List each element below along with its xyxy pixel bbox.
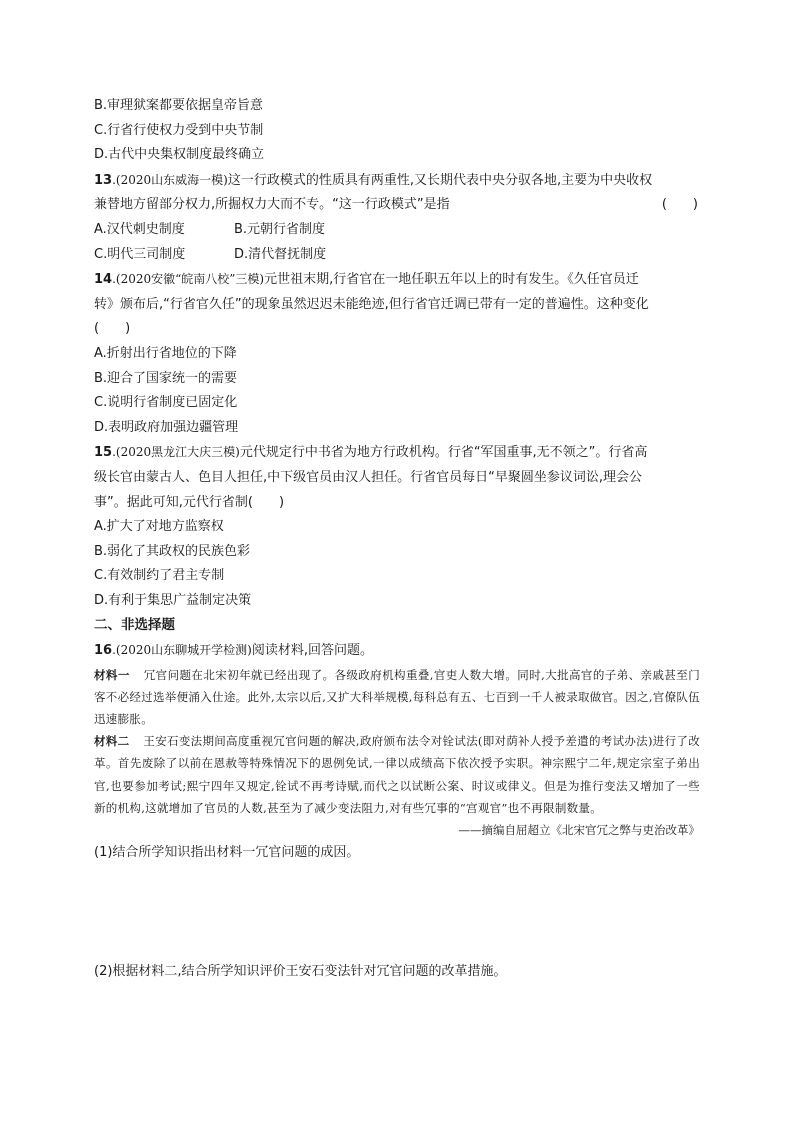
material-2-text: 王安石变法期间高度重视冗官问题的解决,政府颁布法令对铨试法(即对荫补人授予差遣的考试办法)进行了改革。首先废除了以前在恩赦等特殊情况下的恩例免试,一律以成绩高下依次授予实职。神宗熙宁二年,规定宗室子弟出官,也要参加考试;熙宁四年又规定,铨试不再考诗赋,而代之以试断公案、时议或律义。但是为推行变法又增加了一些新的机构,这就增加了官员的人数,甚至为了减少变法阻力,对有些冗事的“宫观官”也不再限制数量。 bbox=[94, 734, 700, 815]
material-citation: ——摘编自屈超立《北宋官冗之弊与吏治改革》 bbox=[458, 823, 700, 838]
q15-stem-line1 bbox=[94, 440, 700, 466]
q15-number: 15 bbox=[94, 445, 113, 461]
q15-source: .(2020黑龙江大庆三模) bbox=[112, 445, 240, 460]
material-1-label: 材料一 bbox=[94, 667, 130, 682]
q14-option-a: A.折射出行省地位的下降 bbox=[94, 345, 237, 361]
q16-subquestion-1: (1)结合所学知识指出材料一冗官问题的成因。 bbox=[94, 845, 360, 861]
q14-stem-line1 bbox=[94, 267, 700, 293]
q16-stem bbox=[94, 638, 700, 664]
q14-source: .(2020安徽“皖南八校”三模) bbox=[112, 272, 265, 287]
q12-option-d: D.古代中央集权制度最终确立 bbox=[94, 147, 265, 163]
q16-text: 阅读材料,回答问题。 bbox=[251, 643, 373, 659]
answer-space-1[interactable] bbox=[94, 866, 700, 960]
exam-page bbox=[94, 94, 700, 1078]
q14-number: 14 bbox=[94, 272, 113, 288]
q13-options-row2 bbox=[94, 243, 700, 268]
q15-stem-line2: 级长官由蒙古人、色目人担任,中下级官员由汉人担任。行省官员每日“早聚圆坐参议词讼,理会公 bbox=[94, 469, 643, 485]
q15-option-a: A.扩大了对地方监察权 bbox=[94, 519, 224, 535]
q15-stem-line3: 事”。据此可知,元代行省制( ) bbox=[94, 494, 285, 510]
q13-text-1: 这一行政模式的性质具有两重性,又长期代表中央分驭各地,主要为中央收权 bbox=[227, 172, 653, 188]
q15-option-c: C.有效制约了君主专制 bbox=[94, 568, 225, 584]
q14-answer-bracket: ( ) bbox=[94, 321, 131, 337]
q15-option-d: D.有利于集思广益制定决策 bbox=[94, 592, 252, 608]
material-2-label: 材料二 bbox=[94, 734, 130, 749]
q13-source: .(2020山东威海一模) bbox=[112, 172, 228, 187]
q14-stem-line2: 转》颁布后,“行省官久任”的现象虽然迟迟未能绝迹,但行省官迁调已带有一定的普遍性。这种变化 bbox=[94, 296, 649, 312]
q16-number: 16 bbox=[94, 643, 113, 659]
material-2 bbox=[94, 730, 700, 819]
q13-text-2: 兼替地方留部分权力,所掘权力大而不专。“这一行政模式”是指 bbox=[94, 197, 450, 213]
q13-option-d: D.清代督抚制度 bbox=[234, 246, 327, 262]
q14-option-d: D.表明政府加强边疆管理 bbox=[94, 419, 239, 435]
answer-space-2[interactable] bbox=[94, 984, 700, 1078]
q16-subquestion-2: (2)根据材料二,结合所学知识评价王安石变法针对冗官问题的改革措施。 bbox=[94, 963, 507, 979]
q13-stem-line2 bbox=[94, 193, 700, 218]
q14-option-b: B.迎合了国家统一的需要 bbox=[94, 370, 238, 386]
q12-option-c: C.行省行使权力受到中央节制 bbox=[94, 122, 264, 138]
q13-option-b: B.元朝行省制度 bbox=[234, 221, 326, 237]
q13-options-row1 bbox=[94, 218, 700, 243]
q13-number: 13 bbox=[94, 172, 113, 188]
q15-option-b: B.弱化了其政权的民族色彩 bbox=[94, 543, 251, 559]
q15-text-1: 元代规定行中书省为地方行政机构。行省“军国重事,无不领之”。行省高 bbox=[239, 445, 648, 461]
q14-text-1: 元世祖末期,行省官在一地任职五年以上的时有发生。《久任官员迁 bbox=[264, 272, 639, 288]
q16-source: .(2020山东聊城开学检测) bbox=[112, 643, 252, 658]
q13-option-c: C.明代三司制度 bbox=[94, 246, 186, 262]
material-1-text: 冗官问题在北宋初年就已经出现了。各级政府机构重叠,官吏人数大增。同时,大批高官的子弟、亲戚甚至门客不必经过选举便涌入仕途。此外,太宗以后,又扩大科举规模,每科总有五、七百到一千人被录取做官。因之,官僚队伍迅速膨胀。 bbox=[94, 667, 700, 727]
material-1 bbox=[94, 664, 700, 731]
q13-stem-line1 bbox=[94, 168, 700, 194]
q14-option-c: C.说明行省制度已固定化 bbox=[94, 395, 238, 411]
q12-option-b: B.审理狱案都要依据皇帝旨意 bbox=[94, 98, 264, 113]
section-heading: 二、非选择题 bbox=[94, 617, 175, 634]
q13-answer-bracket: ( ) bbox=[661, 197, 698, 213]
q13-option-a: A.汉代刺史制度 bbox=[94, 221, 185, 237]
